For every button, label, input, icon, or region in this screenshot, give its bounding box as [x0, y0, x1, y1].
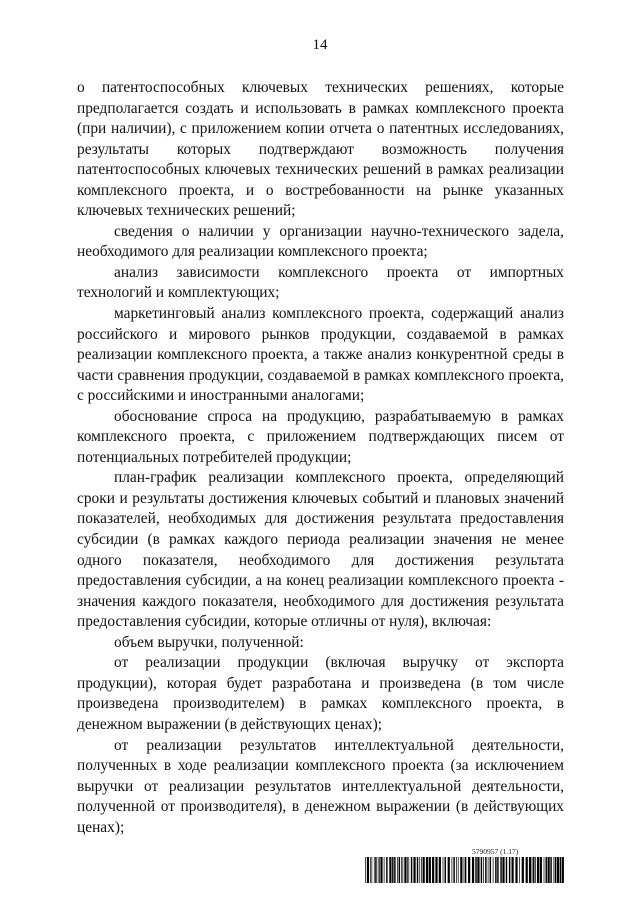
barcode-image	[365, 857, 564, 883]
document-footer	[365, 848, 564, 884]
paragraph-revenue-ip: от реализации результатов интеллектуальной деятельности, полученных в ходе реализации комплексного проекта (за исключением выручки от реализации результатов интеллектуальной деятельности, полученной от производителя), в денежном выражении (в действующих ценах);	[77, 736, 564, 836]
paragraph-revenue-products: от реализации продукции (включая выручку от экспорта продукции), которая будет разработана и произведена (в том числе произведена производителем) в рамках комплексного проекта, в денежном выражении (в действующих ценах);	[77, 654, 564, 733]
paragraph-revenue-volume: объем выручки, полученной:	[114, 633, 304, 651]
paragraph-import-dependency: анализ зависимости комплексного проекта от импортных технологий и комплектующих;	[77, 263, 564, 302]
paragraph-marketing-analysis: маркетинговый анализ комплексного проекта, содержащий анализ российского и мирового рынков продукции, создаваемой в рамках реализации комплексного проекта, а также анализ конкурентной среды в части сравнения продукции, создаваемой в рамках комплексного проекта, с российскими и иностранными аналогами;	[77, 305, 564, 405]
paragraph-scientific-groundwork: сведения о наличии у организации научно-технического задела, необходимого для реализации комплексного проекта;	[77, 222, 564, 261]
page-number: 14	[312, 37, 328, 53]
document-body	[77, 78, 564, 838]
paragraph-schedule-plan: план-график реализации комплексного проекта, определяющий сроки и результаты достижения ключевых событий и плановых значений показателей, необходимых для достижения результата предоставления субсидии (в рамках каждого периода реализации значения не менее одного показателя, необходимого для достижения результата предоставления субсидии, а на конец реализации комплексного проекта - значения каждого показателя, необходимого для достижения результата предоставления субсидии, которые отличны от нуля), включая:	[77, 469, 564, 631]
document-code: 5790957 (1.17)	[472, 847, 519, 856]
paragraph-patentable-solutions: о патентоспособных ключевых технических решениях, которые предполагается создать и использовать в рамках комплексного проекта (при наличии), с приложением копии отчета о патентных исследованиях, результаты которых подтверждают возможность получения патентоспособных ключевых технических решений в рамках реализации комплексного проекта, и о востребованности на рынке указанных ключевых технических решений;	[77, 79, 564, 220]
paragraph-demand-justification: обоснование спроса на продукцию, разрабатываемую в рамках комплексного проекта, с приложением подтверждающих писем от потенциальных потребителей продукции;	[77, 407, 564, 466]
